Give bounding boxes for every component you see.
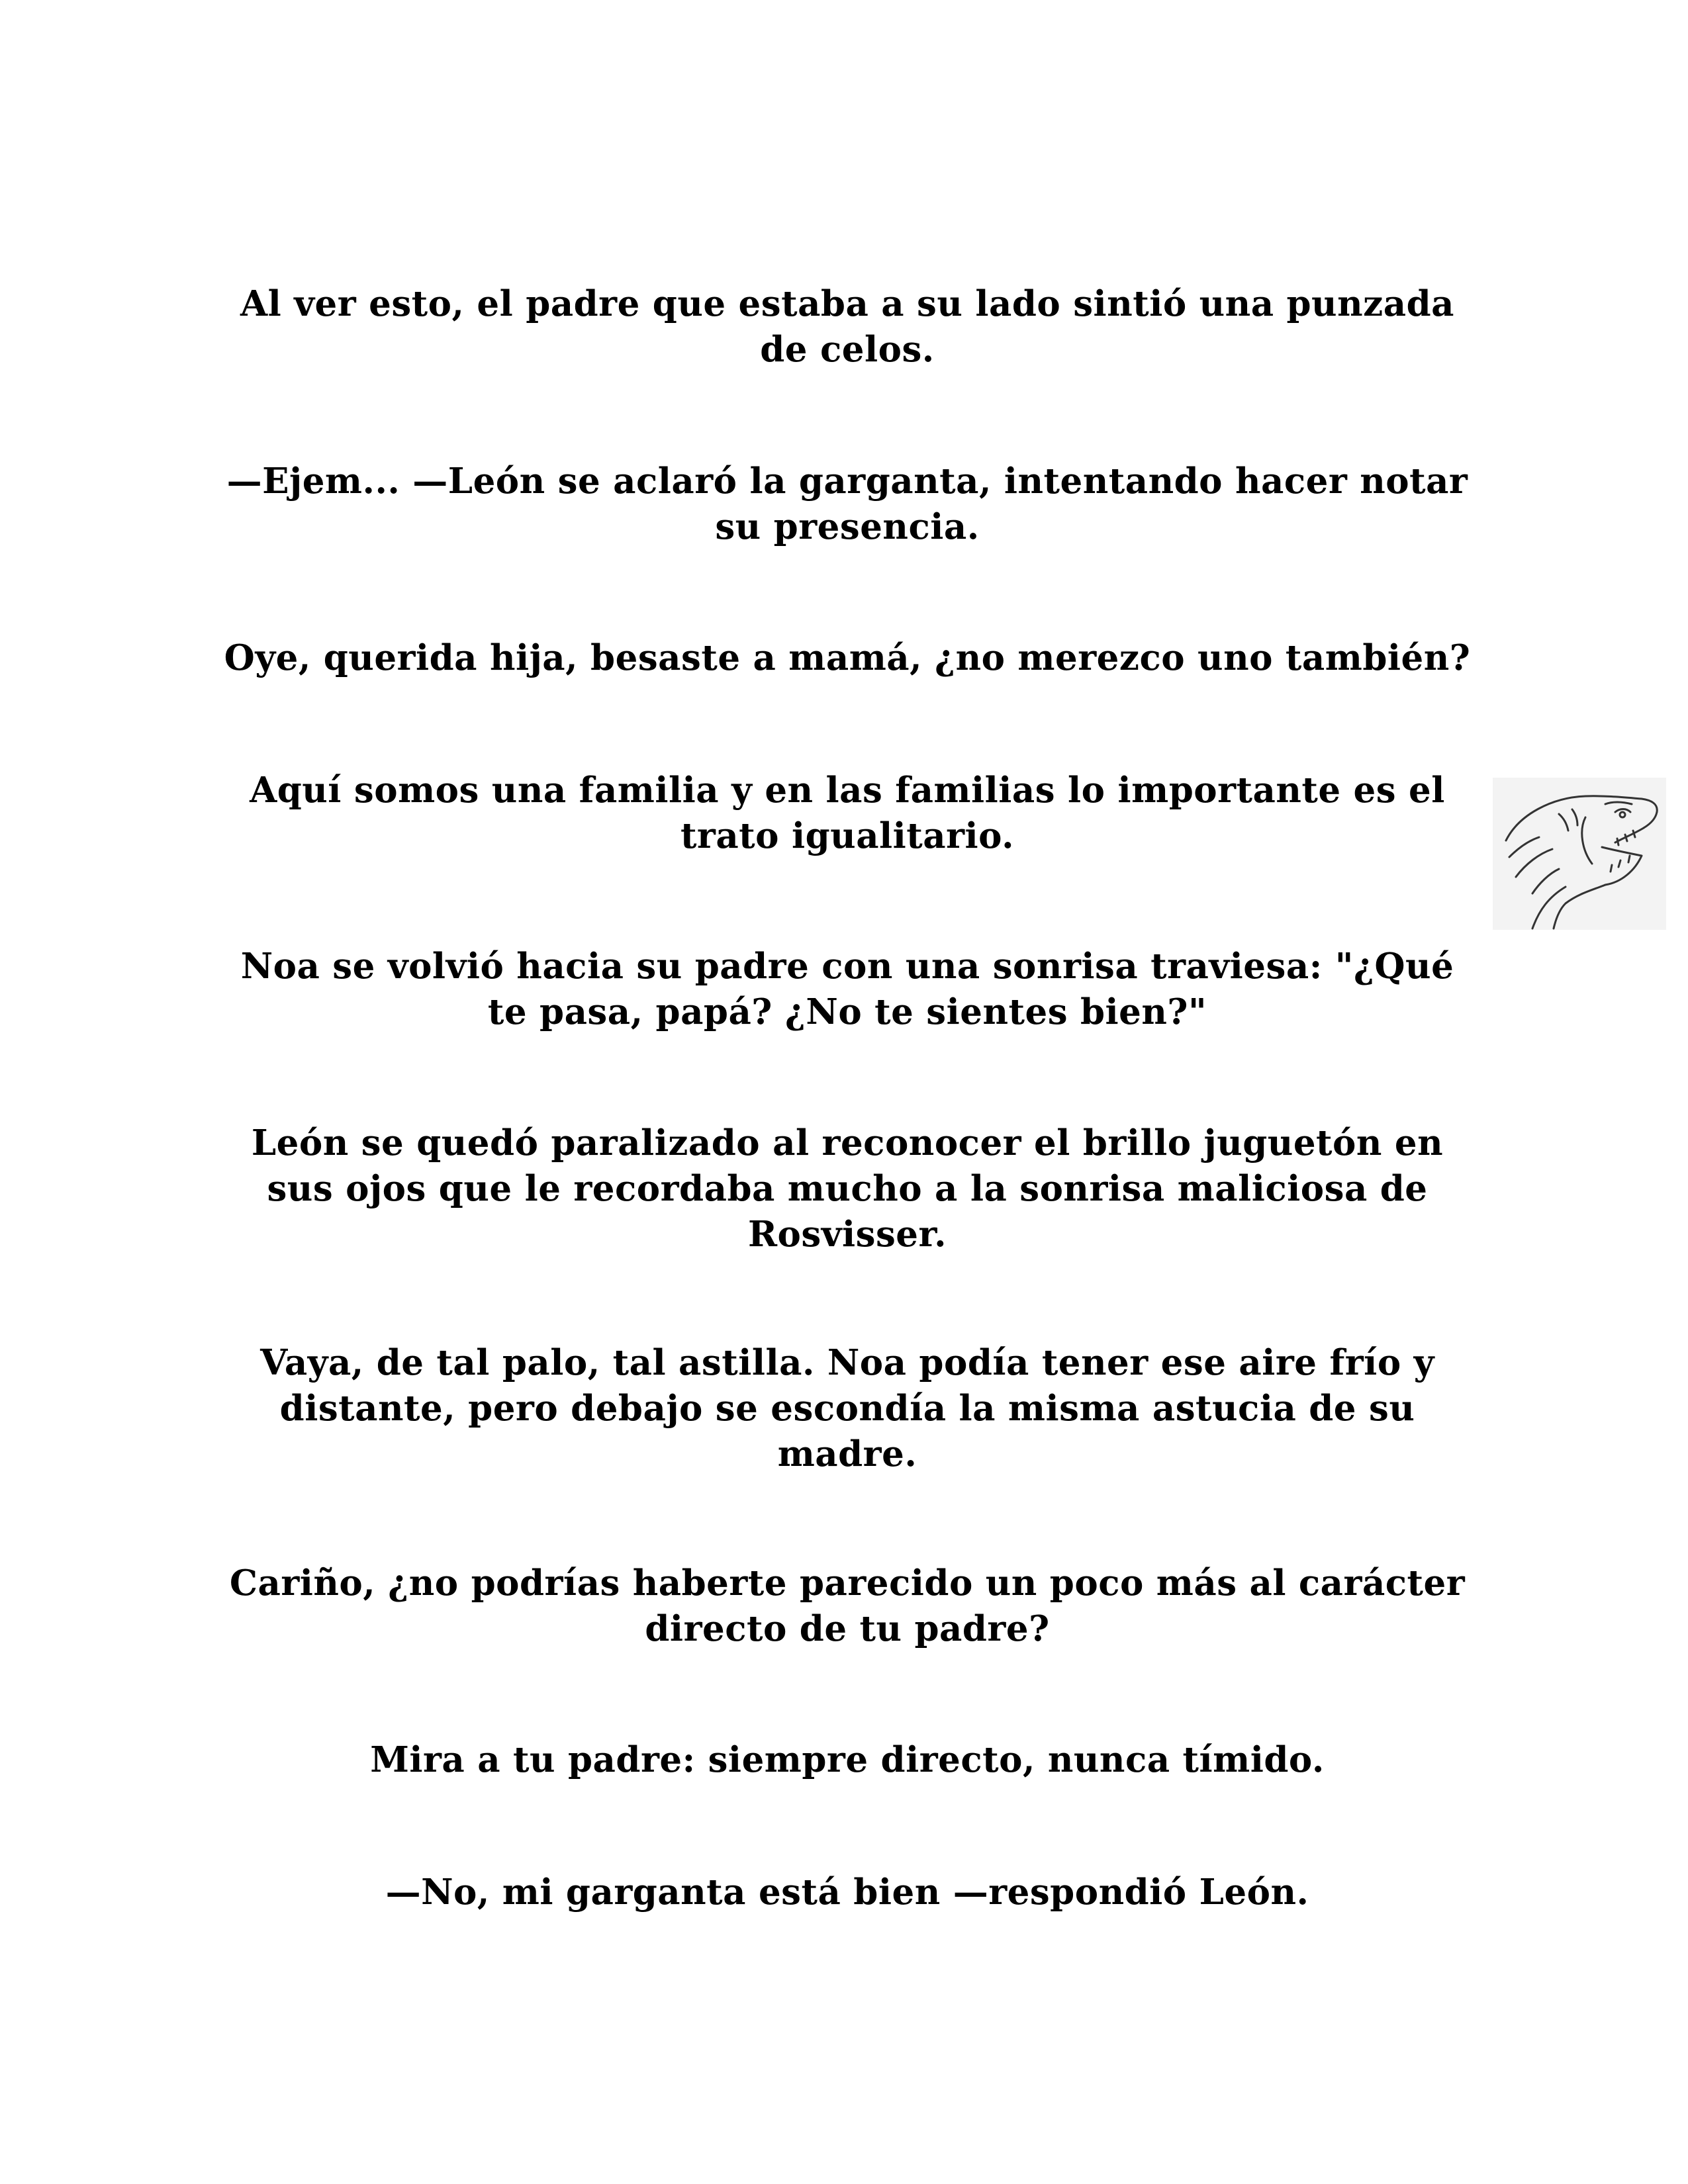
paragraph-7: Vaya, de tal palo, tal astilla. Noa podía tener ese aire frío y distante, pero debajo se escondía la misma astucia de su madre.: [260, 1342, 1434, 1475]
dinosaur-head-icon: [1493, 778, 1666, 930]
paragraph-10: —No, mi garganta está bien —respondió León.: [385, 1872, 1309, 1913]
paragraph-9: Mira a tu padre: siempre directo, nunca tímido.: [370, 1739, 1325, 1780]
paragraph-1: Al ver esto, el padre que estaba a su lado sintió una punzada de celos.: [240, 283, 1454, 370]
paragraph-4: Aquí somos una familia y en las familias lo importante es el trato igualitario.: [250, 770, 1445, 856]
paragraph-8: Cariño, ¿no podrías haberte parecido un poco más al carácter directo de tu padre?: [229, 1563, 1466, 1649]
paragraph-2: —Ejem... —León se aclaró la garganta, intentando hacer notar su presencia.: [226, 461, 1468, 547]
paragraph-5: Noa se volvió hacia su padre con una sonrisa traviesa: "¿Qué te pasa, papá? ¿No te sientes bien?": [240, 946, 1454, 1032]
paragraph-6: León se quedó paralizado al reconocer el brillo juguetón en sus ojos que le recordaba mucho a la sonrisa maliciosa de Rosvisser.: [251, 1122, 1444, 1255]
paragraph-3: Oye, querida hija, besaste a mamá, ¿no merezco uno también?: [224, 637, 1471, 678]
